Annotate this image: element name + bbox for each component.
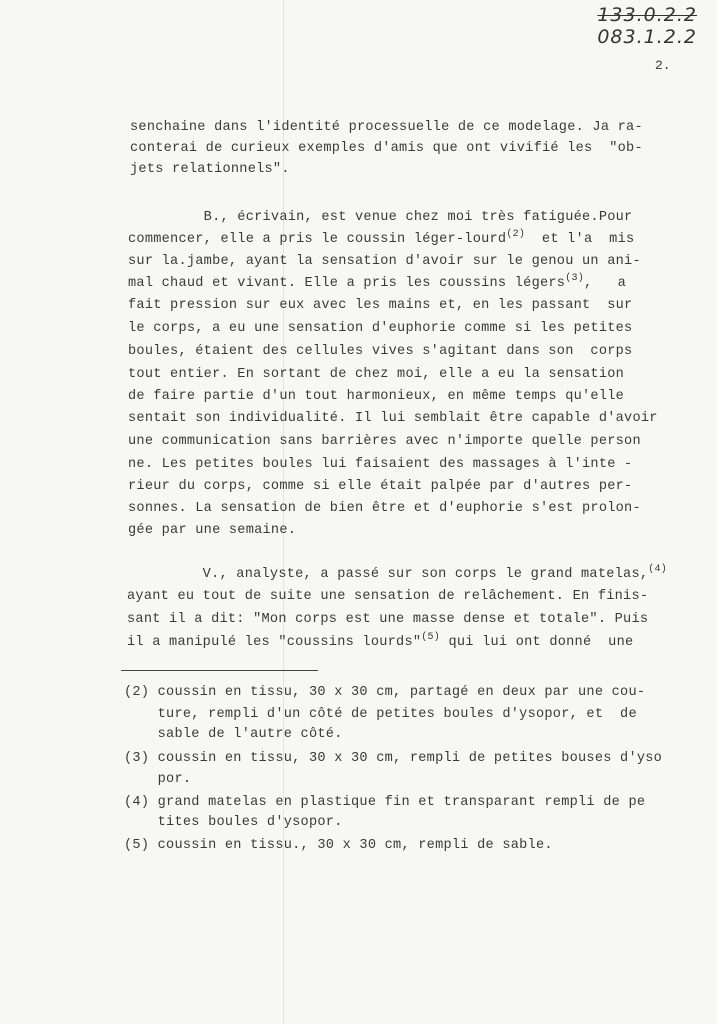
archive-codes xyxy=(597,4,697,48)
paragraph-2-line: de faire partie d'un tout harmonieux, en même temps qu'elle xyxy=(128,389,625,404)
footnote-line: ture, rempli d'un côté de petites boules d'ysopor, et de xyxy=(124,707,637,722)
paragraph-3-text: qui lui ont donné une xyxy=(440,635,634,650)
footnote-ref-5: (5) xyxy=(421,632,441,643)
paragraph-2-line: sonnes. La sensation de bien être et d'euphorie s'est prolon- xyxy=(128,501,641,516)
footnote-line: sable de l'autre côté. xyxy=(124,727,343,742)
footnote-ref-3: (3) xyxy=(565,273,584,284)
paragraph-2-line: le corps, a eu une sensation d'euphorie comme si les petites xyxy=(128,321,633,336)
paragraph-3-line xyxy=(127,632,634,651)
page-number: 2. xyxy=(655,58,671,73)
paragraph-2-line: une communication sans barrières avec n'importe quelle person xyxy=(128,434,641,449)
archive-code-2: 083.1.2.2 xyxy=(597,26,697,48)
paragraph-2-line: sur la.jambe, ayant la sensation d'avoir sur le genou un ani- xyxy=(128,254,641,269)
footnote-line: (3) coussin en tissu, 30 x 30 cm, rempli de petites bouses d'yso xyxy=(124,751,663,766)
paragraph-2-line: boules, étaient des cellules vives s'agitant dans son corps xyxy=(128,344,633,359)
footnote-line: por. xyxy=(124,772,192,787)
footnote-line: (4) grand matelas en plastique fin et transparant rempli de pe xyxy=(124,795,646,810)
paragraph-1-line: senchaine dans l'identité processuelle de ce modelage. Ja ra- xyxy=(130,120,643,135)
paragraph-3-line xyxy=(127,564,668,583)
footnote-line: tites boules d'ysopor. xyxy=(124,815,343,830)
paragraph-2-line: gée par une semaine. xyxy=(128,523,297,538)
paragraph-2-line: tout entier. En sortant de chez moi, elle a eu la sensation xyxy=(128,367,625,382)
paragraph-2-line xyxy=(128,229,635,248)
footnote-separator xyxy=(121,670,318,671)
paragraph-1-line: conterai de curieux exemples d'amis que ont vivifié les "ob- xyxy=(130,141,643,156)
paragraph-1-line: jets relationnels". xyxy=(130,162,290,177)
paragraph-2-line xyxy=(128,273,627,292)
paragraph-2-text: , a xyxy=(583,276,627,291)
paragraph-3-line: ayant eu tout de suite une sensation de relâchement. En finis- xyxy=(127,589,649,604)
paragraph-3-text: V., analyste, a passé sur son corps le grand matelas, xyxy=(127,567,649,582)
paragraph-2-line: ne. Les petites boules lui faisaient des massages à l'inte - xyxy=(128,457,633,472)
footnote-line: (2) coussin en tissu, 30 x 30 cm, partagé en deux par une cou- xyxy=(124,685,646,700)
paragraph-2-line: rieur du corps, comme si elle était palpée par d'autres per- xyxy=(128,479,633,494)
footnote-ref-4: (4) xyxy=(648,564,668,575)
paragraph-3-text: il a manipulé les "coussins lourds" xyxy=(127,635,422,650)
paragraph-2-line: sentait son individualité. Il lui semblait être capable d'avoir xyxy=(128,411,658,426)
paragraph-2-text: mal chaud et vivant. Elle a pris les coussins légers xyxy=(128,276,566,291)
paragraph-2-text: commencer, elle a pris le coussin léger-lourd xyxy=(128,232,507,247)
footnote-ref-2: (2) xyxy=(506,229,526,240)
paragraph-2-line: B., écrivain, est venue chez moi très fatiguée.Pour xyxy=(128,210,633,225)
archive-code-1: 133.0.2.2 xyxy=(597,4,697,26)
footnote-line: (5) coussin en tissu., 30 x 30 cm, rempli de sable. xyxy=(124,838,553,853)
paragraph-3-line: sant il a dit: "Mon corps est une masse dense et totale". Puis xyxy=(127,612,649,627)
paragraph-2-text: et l'a mis xyxy=(525,232,635,247)
paragraph-2-line: fait pression sur eux avec les mains et, en les passant sur xyxy=(128,298,633,313)
